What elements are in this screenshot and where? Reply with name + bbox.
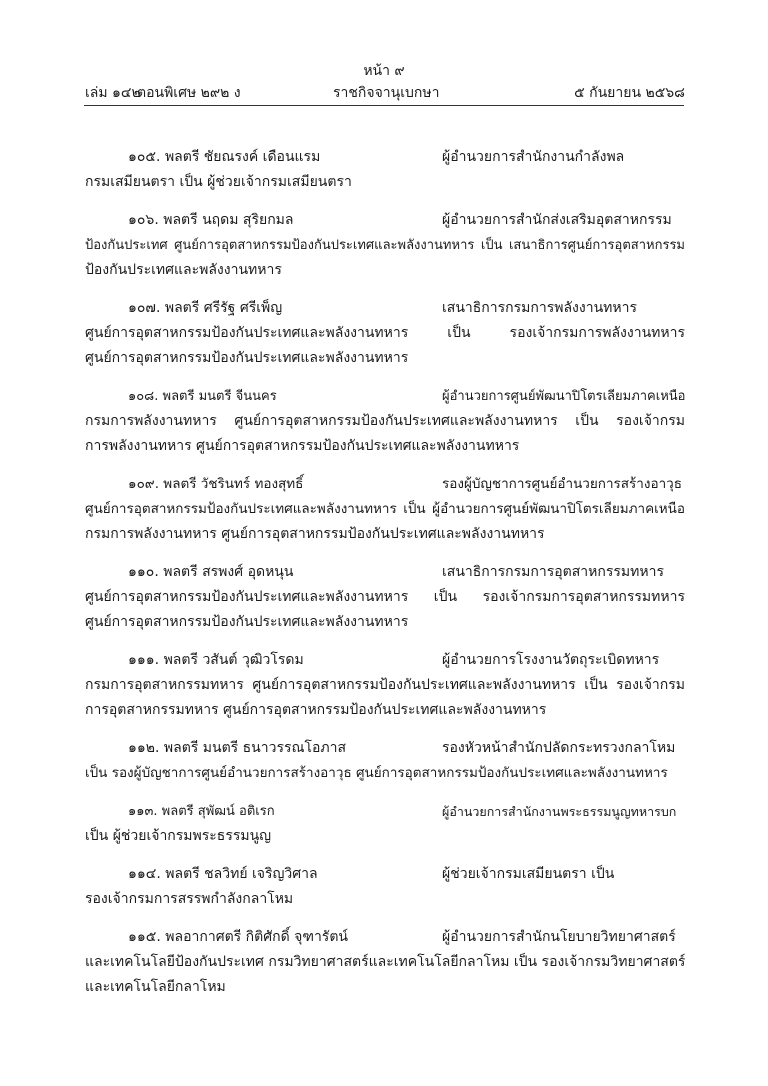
entry-first-line (85, 145, 685, 170)
entry-number-and-name (128, 560, 293, 585)
entry-continuation-line: กรมเสมียนตรา เป็น ผู้ช่วยเจ้ากรมเสมียนตรา (85, 174, 352, 190)
entry-number-and-name (128, 472, 303, 497)
entry-continuation-line: การพลังงานทหาร ศูนย์การอุตสาหกรรมป้องกันประเทศและพลังงานทหาร (85, 438, 520, 454)
entry-number-and-name (128, 384, 277, 409)
appointment-entry (85, 736, 685, 786)
entry-continuation-line: ศูนย์การอุตสาหกรรมป้องกันประเทศและพลังงานทหาร (85, 614, 409, 630)
officer-name: พลตรี สุพัฒน์ อติเรก (161, 804, 275, 819)
appointment-entry (85, 862, 685, 912)
entry-continuation-line: ศูนย์การอุตสาหกรรมป้องกันประเทศและพลังงานทหาร เป็น รองเจ้ากรมการพลังงานทหาร (85, 325, 685, 341)
appointment-entry (85, 560, 685, 635)
current-position: ผู้ช่วยเจ้ากรมเสมียนตรา เป็น (442, 866, 615, 882)
appointment-entry (85, 145, 685, 195)
appointment-entry (85, 799, 685, 849)
current-position: ผู้อำนวยการสำนักส่งเสริมอุตสาหกรรม (442, 212, 672, 228)
officer-name: พลตรี ชัยณรงค์ เดือนแรม (164, 149, 321, 165)
entry-number: ๑๑๕. (128, 929, 161, 945)
officer-name: พลตรี ศรีรัฐ ศรีเพ็ญ (164, 300, 283, 316)
entry-continuation-line: ศูนย์การอุตสาหกรรมป้องกันประเทศและพลังงานทหาร เป็น ผู้อำนวยการศูนย์พัฒนาปิโตรเลียมภาคเหนือ (85, 501, 685, 517)
officer-name: พลตรี สรพงศ์ อุดหนุน (163, 564, 294, 580)
entry-first-line (85, 799, 685, 824)
gazette-header (0, 84, 768, 106)
entry-continuation-line: กรมการพลังงานทหาร ศูนย์การอุตสาหกรรมป้องกันประเทศและพลังงานทหาร (85, 526, 545, 542)
entry-continuation-line: ศูนย์การอุตสาหกรรมป้องกันประเทศและพลังงานทหาร (85, 350, 409, 366)
header-gazette-title: ราชกิจจานุเบกษา (333, 85, 440, 101)
appointment-entry (85, 472, 685, 547)
entry-continuation-line: กรมการอุตสาหกรรมทหาร ศูนย์การอุตสาหกรรมป้องกันประเทศและพลังงานทหาร เป็น รองเจ้ากรม (85, 677, 685, 693)
entry-continuation-line: การอุตสาหกรรมทหาร ศูนย์การอุตสาหกรรมป้องกันประเทศและพลังงานทหาร (85, 702, 547, 718)
entry-number-and-name (128, 145, 320, 170)
entry-continuation-line: ป้องกันประเทศและพลังงานทหาร (85, 262, 282, 278)
current-position: เสนาธิการกรมการอุตสาหกรรมทหาร (442, 564, 664, 580)
entry-first-line (85, 925, 685, 950)
officer-name: พลตรี วสันต์ วุฒิวโรดม (163, 652, 304, 668)
entry-first-line (85, 472, 685, 497)
entry-number: ๑๐๙. (128, 476, 159, 492)
entry-first-line (85, 384, 685, 409)
header-date: ๕ กันยายน ๒๕๖๘ (574, 85, 685, 101)
appointment-list (85, 145, 685, 1013)
header-rule (84, 105, 684, 106)
header-issue: ตอนพิเศษ ๒๙๒ ง (137, 85, 241, 101)
officer-name: พลตรี นฤดม สุริยกมล (163, 212, 294, 228)
entry-number: ๑๐๗. (128, 300, 161, 316)
current-position: เสนาธิการกรมการพลังงานทหาร (442, 300, 637, 316)
entry-first-line (85, 736, 685, 761)
entry-number-and-name (128, 296, 282, 321)
officer-name: พลตรี มนตรี ธนาวรรณโอภาส (163, 740, 347, 756)
entry-first-line (85, 296, 685, 321)
entry-number-and-name (128, 925, 348, 950)
entry-number: ๑๑๐. (128, 564, 159, 580)
entry-number: ๑๑๑. (128, 652, 160, 668)
entry-number: ๑๑๔. (128, 866, 161, 882)
entry-number-and-name (128, 862, 318, 887)
entry-first-line (85, 648, 685, 673)
entry-number-and-name (128, 208, 293, 233)
entry-number-and-name (128, 799, 275, 824)
entry-continuation-line: ป้องกันประเทศ ศูนย์การอุตสาหกรรมป้องกันประเทศและพลังงานทหาร เป็น เสนาธิการศูนย์การอุตสาหกรรม (85, 238, 685, 253)
entry-first-line (85, 862, 685, 887)
current-position: ผู้อำนวยการสำนักงานกำลังพล (442, 149, 625, 165)
officer-name: พลอากาศตรี กิติศักดิ์ จุฑารัตน์ (165, 929, 348, 945)
entry-first-line (85, 560, 685, 585)
appointment-entry (85, 384, 685, 459)
page-number: หน้า ๙ (363, 63, 405, 79)
entry-continuation-line: รองเจ้ากรมการสรรพกำลังกลาโหม (85, 891, 294, 907)
entry-first-line (85, 208, 685, 233)
current-position: ผู้อำนวยการสำนักงานพระธรรมนูญทหารบก (442, 804, 677, 819)
entry-continuation-line: เป็น ผู้ช่วยเจ้ากรมพระธรรมนูญ (85, 828, 272, 844)
entry-number: ๑๐๘. (128, 389, 159, 404)
entry-number: ๑๐๖. (128, 212, 159, 228)
current-position: รองผู้บัญชาการศูนย์อำนวยการสร้างอาวุธ (442, 476, 682, 492)
current-position: ผู้อำนวยการโรงงานวัตถุระเบิดทหาร (442, 652, 660, 668)
appointment-entry (85, 296, 685, 371)
entry-continuation-line: และเทคโนโลยีป้องกันประเทศ กรมวิทยาศาสตร์และเทคโนโลยีกลาโหม เป็น รองเจ้ากรมวิทยาศาสตร์ (85, 954, 685, 970)
header-volume: เล่ม ๑๔๒ (85, 85, 141, 101)
entry-number: ๑๑๒. (128, 740, 160, 756)
appointment-entry (85, 208, 685, 283)
officer-name: พลตรี ชลวิทย์ เจริญวิศาล (165, 866, 318, 882)
entry-continuation-line: ศูนย์การอุตสาหกรรมป้องกันประเทศและพลังงานทหาร เป็น รองเจ้ากรมการอุตสาหกรรมทหาร (85, 589, 685, 605)
entry-continuation-line: กรมการพลังงานทหาร ศูนย์การอุตสาหกรรมป้องกันประเทศและพลังงานทหาร เป็น รองเจ้ากรม (85, 413, 685, 429)
entry-number: ๑๐๕. (128, 149, 161, 165)
entry-number-and-name (128, 648, 304, 673)
appointment-entry (85, 925, 685, 1000)
current-position: ผู้อำนวยการสำนักนโยบายวิทยาศาสตร์ (442, 929, 676, 945)
entry-number: ๑๑๓. (128, 804, 158, 819)
entry-number-and-name (128, 736, 346, 761)
current-position: รองหัวหน้าสำนักปลัดกระทรวงกลาโหม (442, 740, 676, 756)
appointment-entry (85, 648, 685, 723)
entry-continuation-line: เป็น รองผู้บัญชาการศูนย์อำนวยการสร้างอาวุธ ศูนย์การอุตสาหกรรมป้องกันประเทศและพลังงานทหาร (85, 765, 668, 781)
current-position: ผู้อำนวยการศูนย์พัฒนาปิโตรเลียมภาคเหนือ (442, 389, 685, 404)
officer-name: พลตรี วัชรินทร์ ทองสุทธิ์ (163, 476, 304, 492)
officer-name: พลตรี มนตรี จีนนคร (162, 389, 277, 404)
entry-continuation-line: และเทคโนโลยีกลาโหม (85, 979, 226, 995)
